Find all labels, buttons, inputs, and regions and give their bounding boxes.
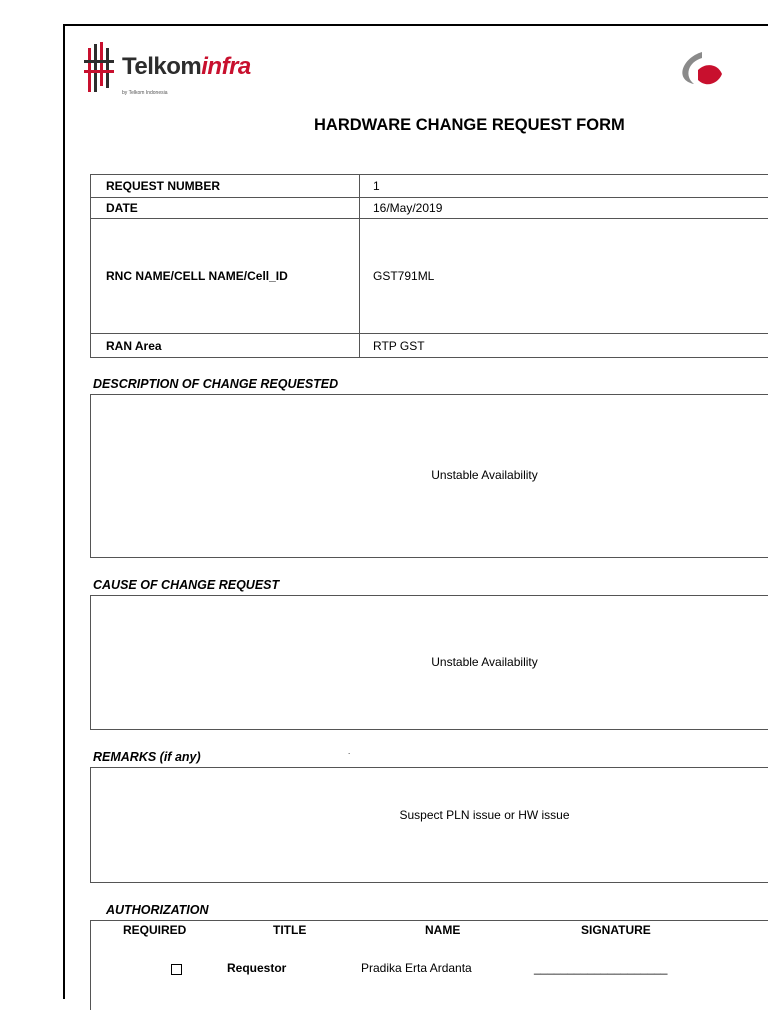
description-heading: DESCRIPTION OF CHANGE REQUESTED xyxy=(93,377,339,391)
cause-heading: CAUSE OF CHANGE REQUEST xyxy=(93,578,280,592)
logo-tagline: by Telkom Indonesia xyxy=(122,90,168,96)
form-title: HARDWARE CHANGE REQUEST FORM xyxy=(314,116,625,134)
page-frame-top xyxy=(63,24,768,26)
info-label: RNC NAME/CELL NAME/Cell_ID xyxy=(91,219,360,334)
description-text: Unstable Availability xyxy=(431,468,538,482)
col-header-title: TITLE xyxy=(273,923,307,937)
info-value: 1 xyxy=(360,175,768,198)
remarks-box xyxy=(90,767,768,883)
authorization-heading: AUTHORIZATION xyxy=(106,903,209,917)
auth-title: Requestor xyxy=(227,961,287,975)
telkom-mark-icon xyxy=(84,42,116,94)
info-row-ran-area xyxy=(91,334,768,358)
col-header-required: REQUIRED xyxy=(123,923,187,937)
request-info-table xyxy=(90,174,768,358)
cause-box xyxy=(90,595,768,730)
description-box xyxy=(90,394,768,558)
page-frame-left xyxy=(63,24,65,999)
partner-logo xyxy=(672,40,768,102)
info-label: DATE xyxy=(91,198,360,219)
logo-word-telkom: Telkom xyxy=(122,53,202,80)
col-header-name: NAME xyxy=(425,923,461,937)
info-row-date xyxy=(91,198,768,219)
info-value: RTP GST xyxy=(360,334,768,358)
info-label: RAN Area xyxy=(91,334,360,358)
col-header-signature: SIGNATURE xyxy=(581,923,651,937)
remarks-heading: REMARKS (if any) xyxy=(93,750,201,764)
auth-signature-line: ____________________ xyxy=(534,961,668,975)
stray-dot: . xyxy=(348,747,351,756)
info-row-request-number xyxy=(91,175,768,198)
cause-text: Unstable Availability xyxy=(431,655,538,669)
info-value: 16/May/2019 xyxy=(360,198,768,219)
info-row-rnc-name xyxy=(91,219,768,334)
info-value: GST791ML xyxy=(360,219,768,334)
logo-word-infra: infra xyxy=(201,53,251,80)
remarks-text: Suspect PLN issue or HW issue xyxy=(399,808,570,822)
info-label: REQUEST NUMBER xyxy=(91,175,360,198)
logo-wordmark xyxy=(122,53,251,81)
telkominfra-logo xyxy=(80,40,285,102)
auth-name: Pradika Erta Ardanta xyxy=(361,961,472,975)
required-checkbox[interactable] xyxy=(171,964,182,975)
partner-swirl-icon xyxy=(672,40,768,102)
